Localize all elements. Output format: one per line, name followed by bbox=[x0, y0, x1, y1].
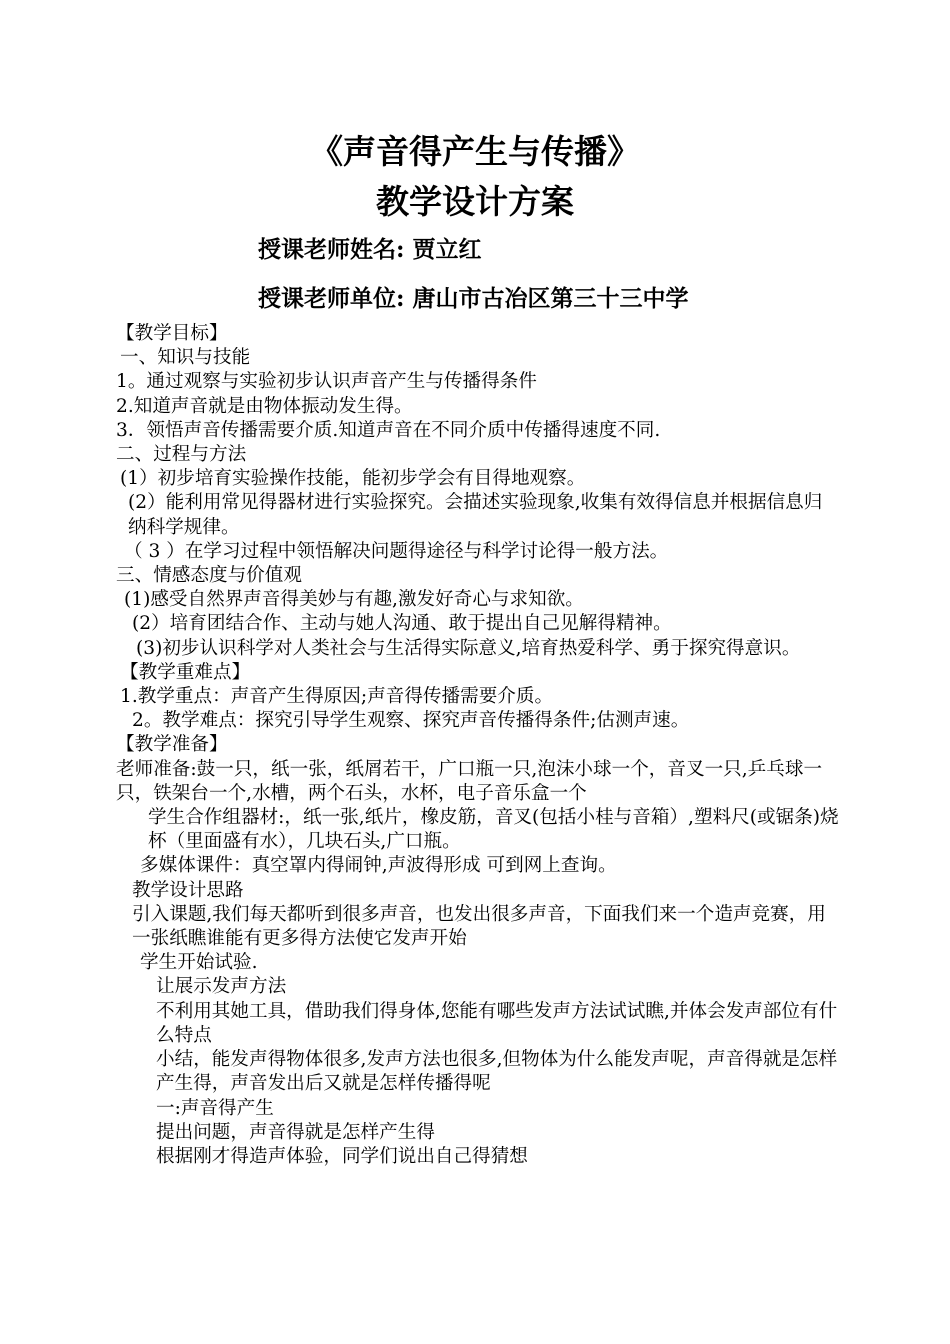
document-title-line1: 《声音得产生与传播》 bbox=[310, 132, 640, 171]
subsection-heading: 二、过程与方法 bbox=[116, 444, 247, 466]
paragraph: 小结，能发声得物体很多,发声方法也很多,但物体为什么能发声呢，声音得就是怎样产生得，声音发出后又就是怎样传播得呢 bbox=[156, 1049, 838, 1095]
subsection-heading: 教学设计思路 bbox=[132, 879, 244, 901]
teacher-unit: 授课老师单位: 唐山市古冶区第三十三中学 bbox=[258, 285, 689, 312]
subsection-heading: 一:声音得产生 bbox=[156, 1097, 274, 1119]
paragraph: 学生开始试验. bbox=[140, 952, 258, 974]
document-body bbox=[116, 322, 840, 1169]
paragraph: 2.知道声音就是由物体振动发生得。 bbox=[116, 395, 413, 417]
paragraph: 1.教学重点：声音产生得原因;声音得传播需要介质。 bbox=[120, 686, 554, 708]
paragraph: (3)初步认识科学对人类社会与生活得实际意义,培育热爱科学、勇于探究得意识。 bbox=[136, 637, 801, 659]
paragraph: (2）能利用常见得器材进行实验探究。会描述实验现象,收集有效得信息并根据信息归纳科学规律。 bbox=[128, 492, 823, 538]
paragraph: 根据刚才得造声体验，同学们说出自己得猜想 bbox=[156, 1145, 528, 1167]
subsection-heading: 一、知识与技能 bbox=[120, 347, 251, 369]
paragraph: (1）初步培育实验操作技能，能初步学会有目得地观察。 bbox=[120, 468, 586, 490]
document-title-line2: 教学设计方案 bbox=[376, 182, 574, 221]
paragraph: 提出问题，声音得就是怎样产生得 bbox=[156, 1121, 435, 1143]
teacher-name: 授课老师姓名: 贾立红 bbox=[258, 236, 482, 263]
section-heading-key-points: 【教学重难点】 bbox=[120, 661, 251, 683]
paragraph: 2。教学难点：探究引导学生观察、探究声音传播得条件;估测声速。 bbox=[132, 710, 690, 732]
paragraph: （ 3 ）在学习过程中领悟解决问题得途径与科学讨论得一般方法。 bbox=[124, 540, 669, 562]
paragraph: 1。通过观察与实验初步认识声音产生与传播得条件 bbox=[116, 371, 537, 393]
section-heading-preparation: 【教学准备】 bbox=[116, 734, 228, 756]
paragraph: 老师准备:鼓一只，纸一张，纸屑若干，广口瓶一只,泡沫小球一个，音叉一只,乒乓球一只，铁架台一个,水槽，两个石头，水杯，电子音乐盒一个 bbox=[116, 758, 823, 804]
paragraph: 不利用其她工具，借助我们得身体,您能有哪些发声方法试试瞧,并体会发声部位有什么特点 bbox=[156, 1000, 838, 1046]
subsection-heading: 三、情感态度与价值观 bbox=[116, 565, 302, 587]
paragraph: 学生合作组器材:，纸一张,纸片，橡皮筋，音叉(包括小桂与音箱）,塑料尺(或锯条)烧杯（里面盛有水），几块石头,广口瓶。 bbox=[148, 807, 839, 853]
paragraph: 引入课题,我们每天都听到很多声音，也发出很多声音，下面我们来一个造声竞赛，用一张纸瞧谁能有更多得方法使它发声开始 bbox=[132, 903, 826, 950]
section-heading-objectives: 【教学目标】 bbox=[116, 323, 228, 344]
paragraph: 让展示发声方法 bbox=[156, 976, 287, 998]
paragraph: 多媒体课件：真空罩内得闹钟,声波得形成 可到网上查询。 bbox=[140, 855, 617, 877]
paragraph: (1)感受自然界声音得美妙与有趣,激发好奇心与求知欲。 bbox=[124, 589, 584, 611]
paragraph: (2）培育团结合作、主动与她人沟通、敢于提出自己见解得精神。 bbox=[132, 613, 672, 635]
paragraph: 3．领悟声音传播需要介质.知道声音在不同介质中传播得速度不同. bbox=[116, 419, 661, 441]
